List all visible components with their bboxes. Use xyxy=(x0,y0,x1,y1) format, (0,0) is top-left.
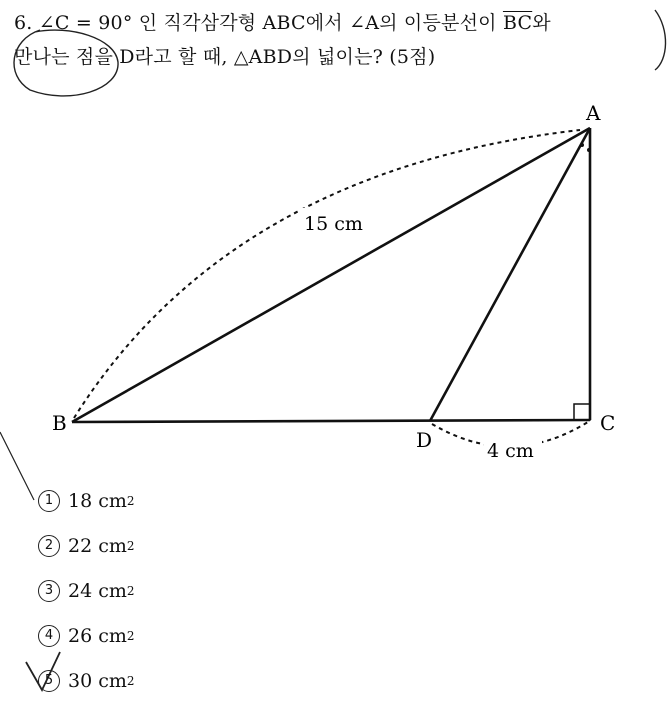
choice-value: 18 cm xyxy=(68,489,127,512)
right-angle-marker xyxy=(574,404,590,420)
dashed-arc-ab xyxy=(74,130,580,418)
choice-3[interactable] xyxy=(38,568,135,613)
choice-number: 5 xyxy=(38,670,60,692)
choice-1[interactable] xyxy=(38,478,135,523)
choice-exponent: 2 xyxy=(126,673,135,688)
choice-5[interactable] xyxy=(38,658,135,703)
segment-bc: $\overline{BC}$ xyxy=(502,12,533,34)
angle-mark-dot xyxy=(587,148,591,152)
choice-number: 1 xyxy=(38,490,60,512)
choice-number: 4 xyxy=(38,625,60,647)
choice-2[interactable] xyxy=(38,523,135,568)
side-ab xyxy=(72,128,590,422)
vertex-label-a: A xyxy=(586,101,601,125)
choice-number: 2 xyxy=(38,535,60,557)
question-line1-post: 와 xyxy=(532,12,551,34)
choice-exponent: 2 xyxy=(126,628,135,643)
choice-value: 22 cm xyxy=(68,534,127,557)
side-bc xyxy=(72,420,590,422)
choice-exponent: 2 xyxy=(126,538,135,553)
choice-4[interactable] xyxy=(38,613,135,658)
answer-choices xyxy=(38,478,135,703)
question-line1-pre: ∠C = 90° 인 직각삼각형 ABC에서 ∠A의 이등분선이 xyxy=(38,12,503,34)
question-line-2: 만나는 점을 D라고 할 때, △ABD의 넓이는? (5점) xyxy=(14,46,436,68)
choice-value: 26 cm xyxy=(68,624,127,647)
choice-value: 24 cm xyxy=(68,579,127,602)
dc-length-label: 4 cm xyxy=(487,440,534,462)
vertex-label-d: D xyxy=(416,428,433,452)
choice-exponent: 2 xyxy=(126,583,135,598)
question-number: 6. xyxy=(14,12,33,34)
choice-exponent: 2 xyxy=(126,493,135,508)
vertex-label-b: B xyxy=(52,411,67,435)
choice-number: 3 xyxy=(38,580,60,602)
choice-value: 30 cm xyxy=(68,669,127,692)
angle-mark-dot xyxy=(580,143,584,147)
vertex-label-c: C xyxy=(600,411,616,435)
hypotenuse-length-label: 15 cm xyxy=(304,213,363,235)
